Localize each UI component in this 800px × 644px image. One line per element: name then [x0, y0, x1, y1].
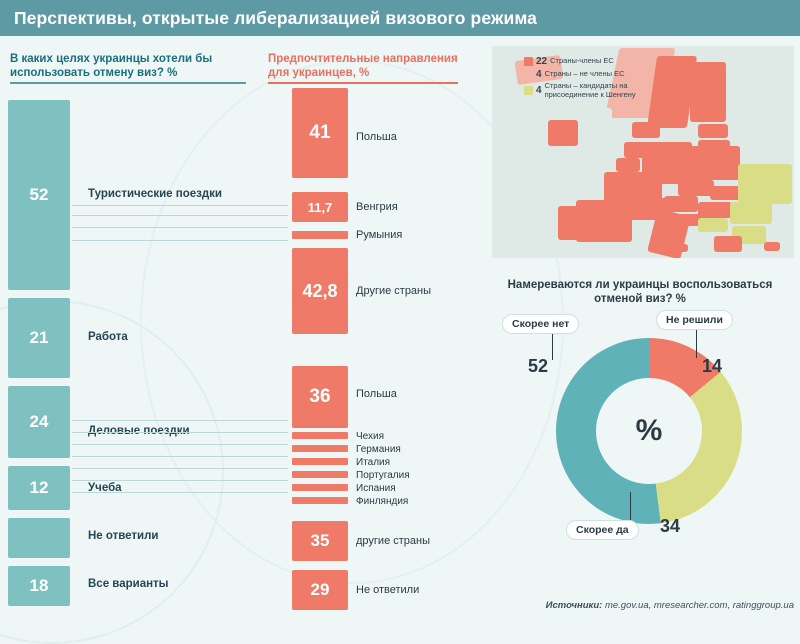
bar-business-value: 24 [8, 386, 70, 458]
map-region-greece [714, 236, 742, 252]
dest-other-2-value: 35 [292, 521, 348, 561]
map-region-portugal [558, 206, 578, 240]
connector-line [72, 227, 288, 228]
legend-swatch-eu-icon [524, 57, 533, 66]
dest-romania-bar [292, 231, 348, 239]
legend-swatch-noneu-icon [524, 70, 533, 79]
dest-italy-label: Италия [356, 457, 391, 468]
connector-line [72, 456, 288, 457]
page-header [0, 0, 800, 36]
map-legend [524, 56, 694, 101]
bar-noanswer-value [8, 518, 70, 558]
dest-germany-label: Германия [356, 444, 401, 455]
dest-other-1-value: 42,8 [292, 248, 348, 334]
dest-poland-1-value: 41 [292, 88, 348, 178]
map-region-finland [690, 62, 726, 122]
bar-tourism-label: Туристические поездки [88, 188, 222, 200]
dest-other-2-label: другие страны [356, 535, 430, 547]
dest-spain-label: Испания [356, 483, 396, 494]
dest-hungary-value: 11,7 [292, 192, 348, 222]
legend-swatch-candidate-icon [524, 86, 533, 95]
map-region-spain [576, 200, 632, 242]
connector-line [72, 420, 288, 421]
bar-study-label: Учеба [88, 482, 122, 494]
dest-other-1-label: Другие страны [356, 285, 432, 297]
bar-business-label: Деловые поездки [88, 425, 190, 437]
bar-work-value: 21 [8, 298, 70, 378]
connector-line [72, 468, 288, 469]
donut-tick-yes [630, 492, 631, 520]
donut-center [596, 378, 702, 484]
legend-count: 4 [536, 85, 542, 96]
legend-item [524, 82, 694, 99]
donut-value-yes: 34 [660, 516, 681, 536]
donut-value-undecided: 14 [702, 356, 723, 376]
bar-all-label: Все варианты [88, 578, 169, 590]
donut-label-undecided: Не решили [656, 310, 733, 330]
map-region-hungary [698, 202, 732, 218]
dest-finland-bar [292, 497, 348, 504]
connector-line [72, 444, 288, 445]
dest-poland-1-label: Польша [356, 131, 397, 143]
map-region-uk [578, 108, 612, 152]
donut-title: Намереваются ли украинцы воспользоваться отменой виз? % [507, 279, 773, 305]
legend-count: 22 [536, 56, 548, 67]
map-region-denmark [632, 122, 660, 138]
dest-spain-bar [292, 484, 348, 491]
map-region-belgium [616, 158, 640, 172]
dest-germany-bar [292, 445, 348, 452]
bar-noanswer-label: Не ответили [88, 530, 159, 542]
dest-italy-bar [292, 458, 348, 465]
map-region-romania [730, 202, 772, 224]
legend-text: Страны – не члены ЕС [544, 69, 625, 79]
connector-line [72, 240, 288, 241]
donut-tick-no [552, 334, 553, 360]
bar-all-value: 18 [8, 566, 70, 606]
dest-noanswer-value: 29 [292, 570, 348, 610]
map-region-czech [678, 180, 714, 196]
dest-romania-label: Румыния [356, 229, 403, 241]
map-region-malta [678, 244, 688, 252]
mid-panel-title: Предпочтительные направления для украинцев, % [268, 52, 458, 84]
dest-czech-bar [292, 432, 348, 439]
dest-czech-label: Чехия [356, 431, 385, 442]
map-region-cyprus [764, 242, 780, 251]
map-region-poland [690, 146, 740, 180]
source-list: me.gov.ua, mresearcher.com, ratinggroup.ua [604, 600, 794, 611]
left-panel-title: В каких целях украинцы хотели бы использовать отмену виз? % [10, 52, 246, 84]
dest-poland-2-label: Польша [356, 388, 397, 400]
dest-finland-label: Финляндия [356, 496, 409, 507]
source-note [470, 600, 794, 611]
dest-portugal-label: Португалия [356, 470, 410, 481]
bar-study-value: 12 [8, 466, 70, 510]
legend-count: 4 [536, 69, 542, 80]
bar-work-label: Работа [88, 331, 128, 343]
bar-tourism-value: 52 [8, 100, 70, 290]
source-prefix: Источники: [545, 600, 603, 611]
legend-text: Страны-члены ЕС [550, 56, 614, 66]
donut-panel [470, 268, 800, 588]
legend-item [524, 56, 694, 67]
connector-line [72, 215, 288, 216]
donut-center-label: % [635, 414, 663, 447]
dest-poland-2-value: 36 [292, 366, 348, 428]
map-region-ireland [548, 120, 578, 146]
map-region-ukraine [738, 164, 792, 204]
donut-label-no: Скорее нет [502, 314, 579, 334]
donut-label-yes: Скорее да [566, 520, 639, 540]
dest-hungary-label: Венгрия [356, 201, 398, 213]
map-region-croatia [698, 218, 728, 232]
dest-portugal-bar [292, 471, 348, 478]
legend-text: Страны – кандидаты на присоединение к Шенгену [544, 81, 636, 99]
legend-item [524, 69, 694, 80]
donut-tick-undecided [696, 330, 697, 358]
connector-line [72, 432, 288, 433]
map-region-estonia [698, 124, 728, 138]
connector-line [72, 205, 288, 206]
donut-value-no: 52 [528, 356, 549, 376]
connector-line [72, 480, 288, 481]
dest-noanswer-label: Не ответили [356, 584, 420, 596]
page-title: Перспективы, открытые либерализацией визового режима [14, 7, 537, 28]
connector-line [72, 492, 288, 493]
